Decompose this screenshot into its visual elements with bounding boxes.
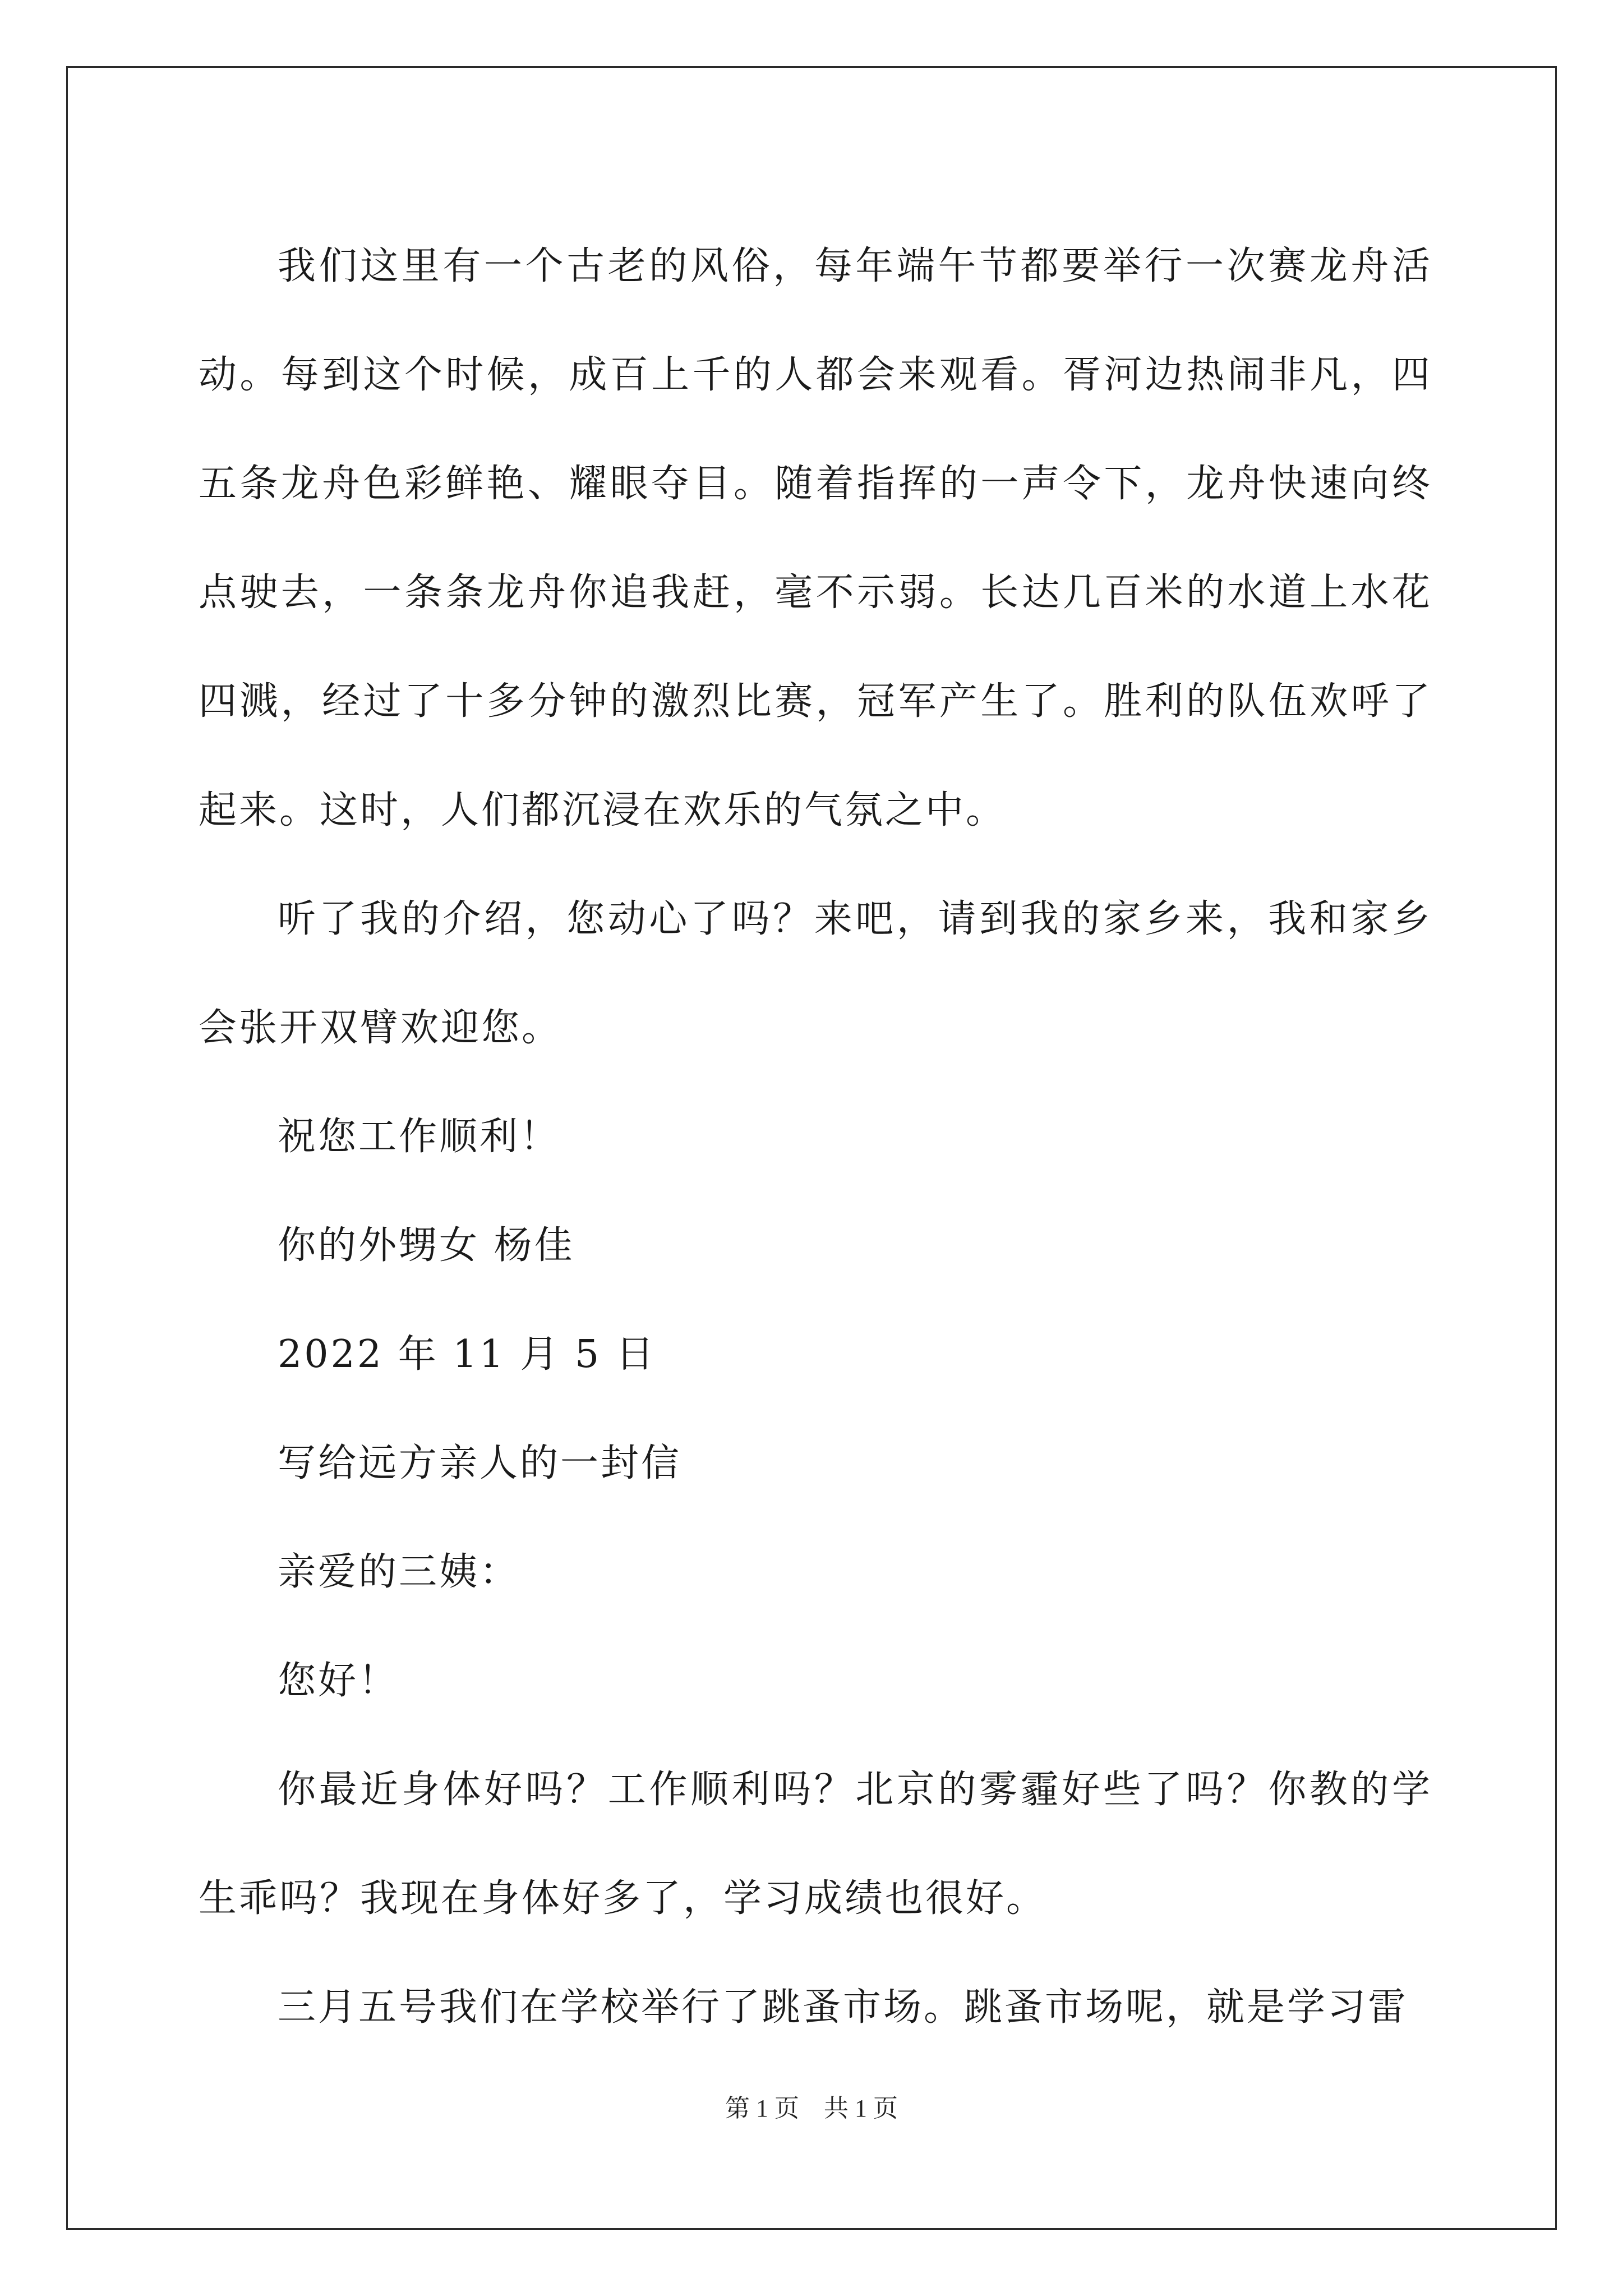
greeting: 您好！ — [278, 1659, 399, 1703]
letter-title: 写给远方亲人的一封信 — [278, 1441, 682, 1485]
paragraph-dragon-boat: 我们这里有一个古老的风俗，每年端午节都要举行一次赛龙舟活动。每到这个时候，成百上千的人都会来观看。胥河边热闹非凡，四五条龙舟色彩鲜艳、耀眼夺目。随着指挥的一声令下，龙舟快速向终点驶去，一条条龙舟你追我赶，毫不示弱。长达几百米的水道上水花四溅，经过了十多分钟的激烈比赛，冠军产生了。胜利的队伍欢呼了起来。这时，人们都沉浸在欢乐的气氛之中。 — [199, 244, 1432, 832]
paragraph-flea-market: 三月五号我们在学校举行了跳蚤市场。跳蚤市场呢，就是学习雷 — [278, 1985, 1409, 2030]
letter-date: 2022 年 11 月 5 日 — [278, 1332, 656, 1377]
paragraph-invitation: 听了我的介绍，您动心了吗？来吧，请到我的家乡来，我和家乡会张开双臂欢迎您。 — [199, 897, 1432, 1050]
closing-wish: 祝您工作顺利！ — [278, 1115, 561, 1159]
signature: 你的外甥女 杨佳 — [278, 1223, 575, 1268]
page-number: 第 1 页 共 1 页 — [725, 2095, 898, 2122]
paragraph-inquiry: 你最近身体好吗？工作顺利吗？北京的雾霾好些了吗？你教的学生乖吗？我现在身体好多了，学习成绩也很好。 — [199, 1768, 1432, 1921]
salutation: 亲爱的三姨： — [278, 1550, 520, 1594]
letter-body — [199, 212, 1432, 2062]
